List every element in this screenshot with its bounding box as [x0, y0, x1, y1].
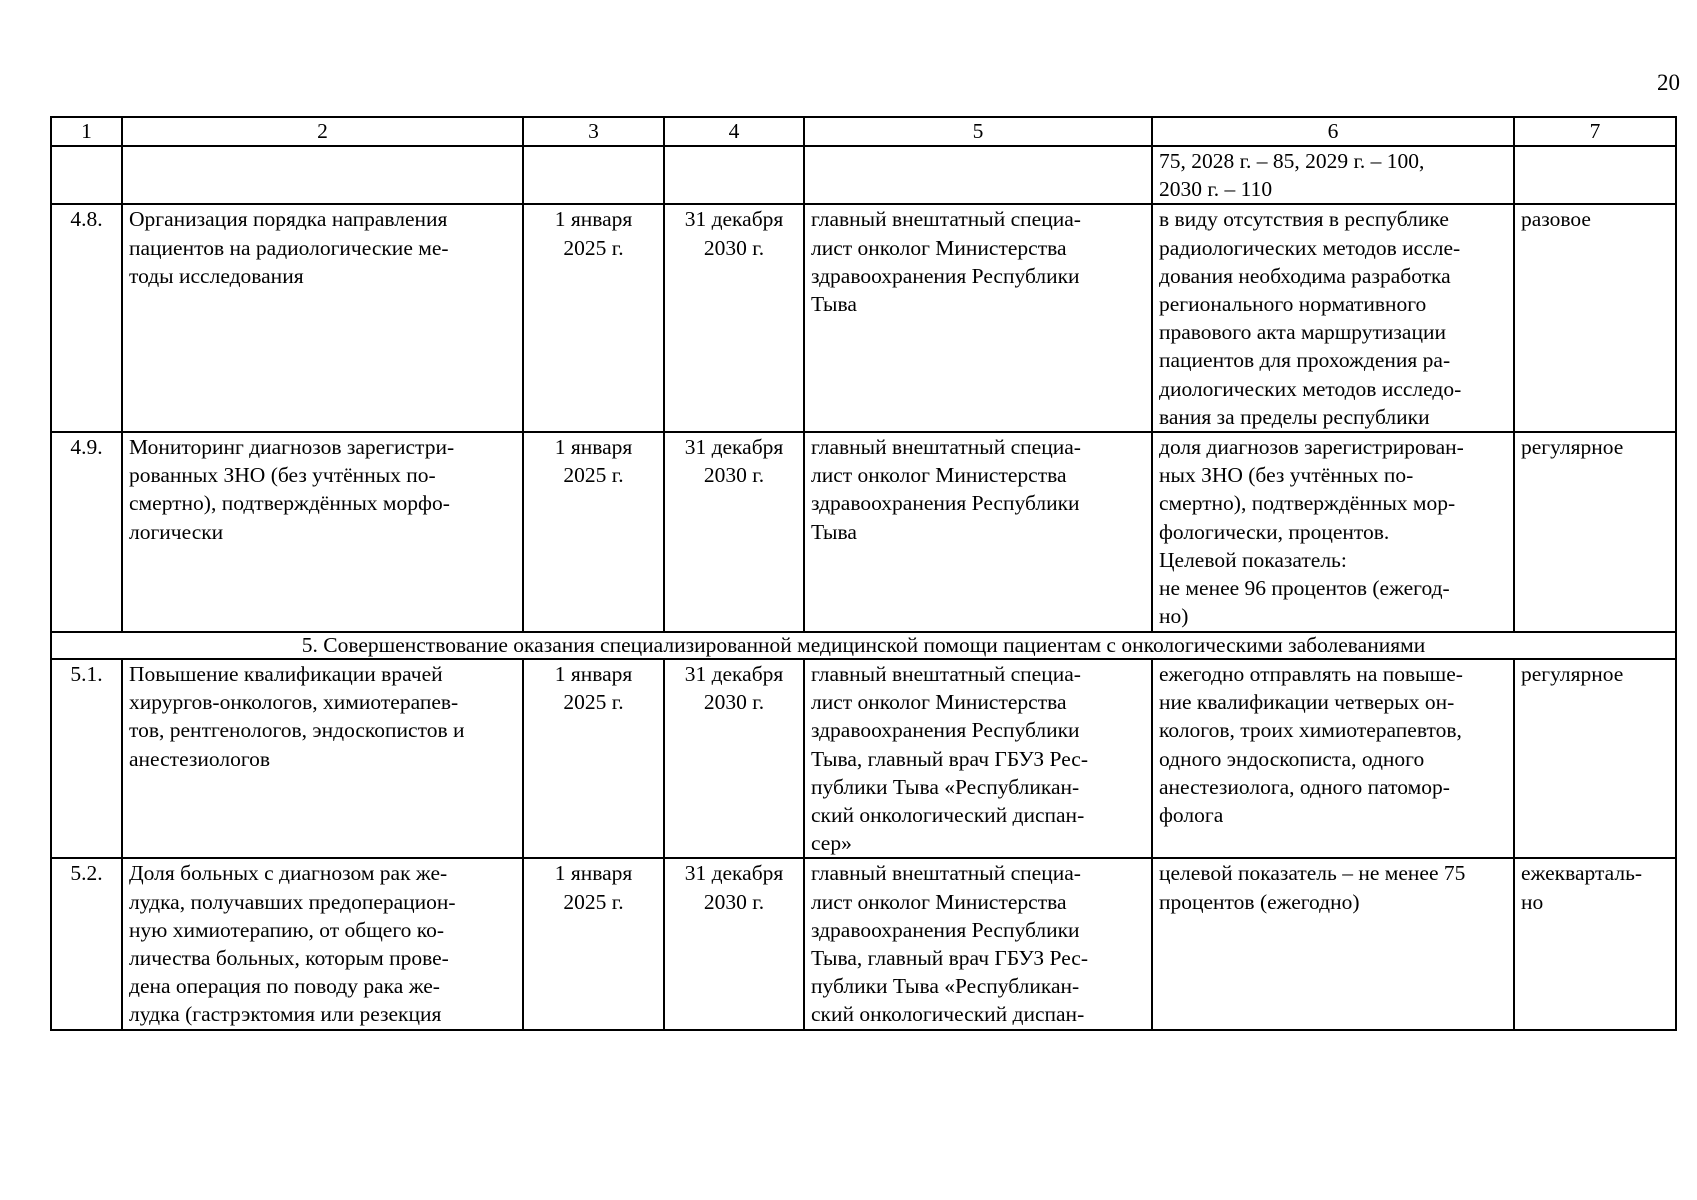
section-title: 5. Совершенствование оказания специализированной медицинской помощи пациентам с онкологическими заболеваниями: [51, 632, 1676, 659]
continuation-row: [51, 146, 1676, 204]
type-cell: разовое: [1514, 204, 1676, 432]
cell-empty: [523, 146, 664, 204]
action-cell: Мониторинг диагнозов зарегистри- рованных ЗНО (без учтённых по- смертно), подтверждённых морфо- логически: [122, 432, 523, 632]
table-row: [51, 659, 1676, 858]
start-date: 1 января 2025 г.: [523, 659, 664, 858]
end-date: 31 декабря 2030 г.: [664, 204, 804, 432]
end-date: 31 декабря 2030 г.: [664, 659, 804, 858]
responsible-cell: главный внештатный специа- лист онколог Министерства здравоохранения Республики Тыва: [804, 204, 1152, 432]
cell-empty: [122, 146, 523, 204]
cell-empty: [664, 146, 804, 204]
table-row: [51, 432, 1676, 632]
row-number: 4.9.: [51, 432, 122, 632]
row-number: 5.2.: [51, 858, 122, 1030]
continuation-result: 75, 2028 г. – 85, 2029 г. – 100, 2030 г. – 110: [1152, 146, 1514, 204]
action-cell: Повышение квалификации врачей хирургов-онкологов, химиотерапев- тов, рентгенологов, эндоскопистов и анестезиологов: [122, 659, 523, 858]
responsible-cell: главный внештатный специа- лист онколог Министерства здравоохранения Республики Тыва, главный врач ГБУЗ Рес- публики Тыва «Республикан- ский онкологический диспан- сер»: [804, 659, 1152, 858]
action-cell: Доля больных с диагнозом рак же- лудка, получавших предоперацион- ную химиотерапию, от общего ко- личества больных, которым прове- дена операция по поводу рака же- лудка (гастрэктомия или резекция: [122, 858, 523, 1030]
start-date: 1 января 2025 г.: [523, 204, 664, 432]
cell-empty: [51, 146, 122, 204]
row-number: 5.1.: [51, 659, 122, 858]
result-cell: в виду отсутствия в республике радиологических методов иссле- дования необходима разработка регионального нормативного правового акта маршрутизации пациентов для прохождения ра- диологических методов исследо- вания за пределы республики: [1152, 204, 1514, 432]
result-cell: доля диагнозов зарегистрирован- ных ЗНО (без учтённых по- смертно), подтверждённых мор- фологически, процентов. Целевой показатель: не менее 96 процентов (ежегод- но): [1152, 432, 1514, 632]
row-number: 4.8.: [51, 204, 122, 432]
column-header: 3: [523, 117, 664, 146]
cell-empty: [1514, 146, 1676, 204]
responsible-cell: главный внештатный специа- лист онколог Министерства здравоохранения Республики Тыва, главный врач ГБУЗ Рес- публики Тыва «Республикан- ский онкологический диспан-: [804, 858, 1152, 1030]
action-plan-table: [50, 116, 1677, 1031]
column-header: 1: [51, 117, 122, 146]
result-cell: целевой показатель – не менее 75 процентов (ежегодно): [1152, 858, 1514, 1030]
column-number-row: [51, 117, 1676, 146]
column-header: 6: [1152, 117, 1514, 146]
column-header: 4: [664, 117, 804, 146]
table-row: [51, 858, 1676, 1030]
table-row: [51, 204, 1676, 432]
end-date: 31 декабря 2030 г.: [664, 432, 804, 632]
action-cell: Организация порядка направления пациентов на радиологические ме- тоды исследования: [122, 204, 523, 432]
type-cell: ежекварталь- но: [1514, 858, 1676, 1030]
column-header: 5: [804, 117, 1152, 146]
cell-empty: [804, 146, 1152, 204]
column-header: 7: [1514, 117, 1676, 146]
type-cell: регулярное: [1514, 659, 1676, 858]
responsible-cell: главный внештатный специа- лист онколог Министерства здравоохранения Республики Тыва: [804, 432, 1152, 632]
start-date: 1 января 2025 г.: [523, 858, 664, 1030]
column-header: 2: [122, 117, 523, 146]
type-cell: регулярное: [1514, 432, 1676, 632]
end-date: 31 декабря 2030 г.: [664, 858, 804, 1030]
start-date: 1 января 2025 г.: [523, 432, 664, 632]
page-number: 20: [1657, 70, 1680, 95]
result-cell: ежегодно отправлять на повыше- ние квалификации четверых он- кологов, троих химиотерапевтов, одного эндоскописта, одного анестезиолога, одного патомор- фолога: [1152, 659, 1514, 858]
section-row: [51, 632, 1676, 659]
